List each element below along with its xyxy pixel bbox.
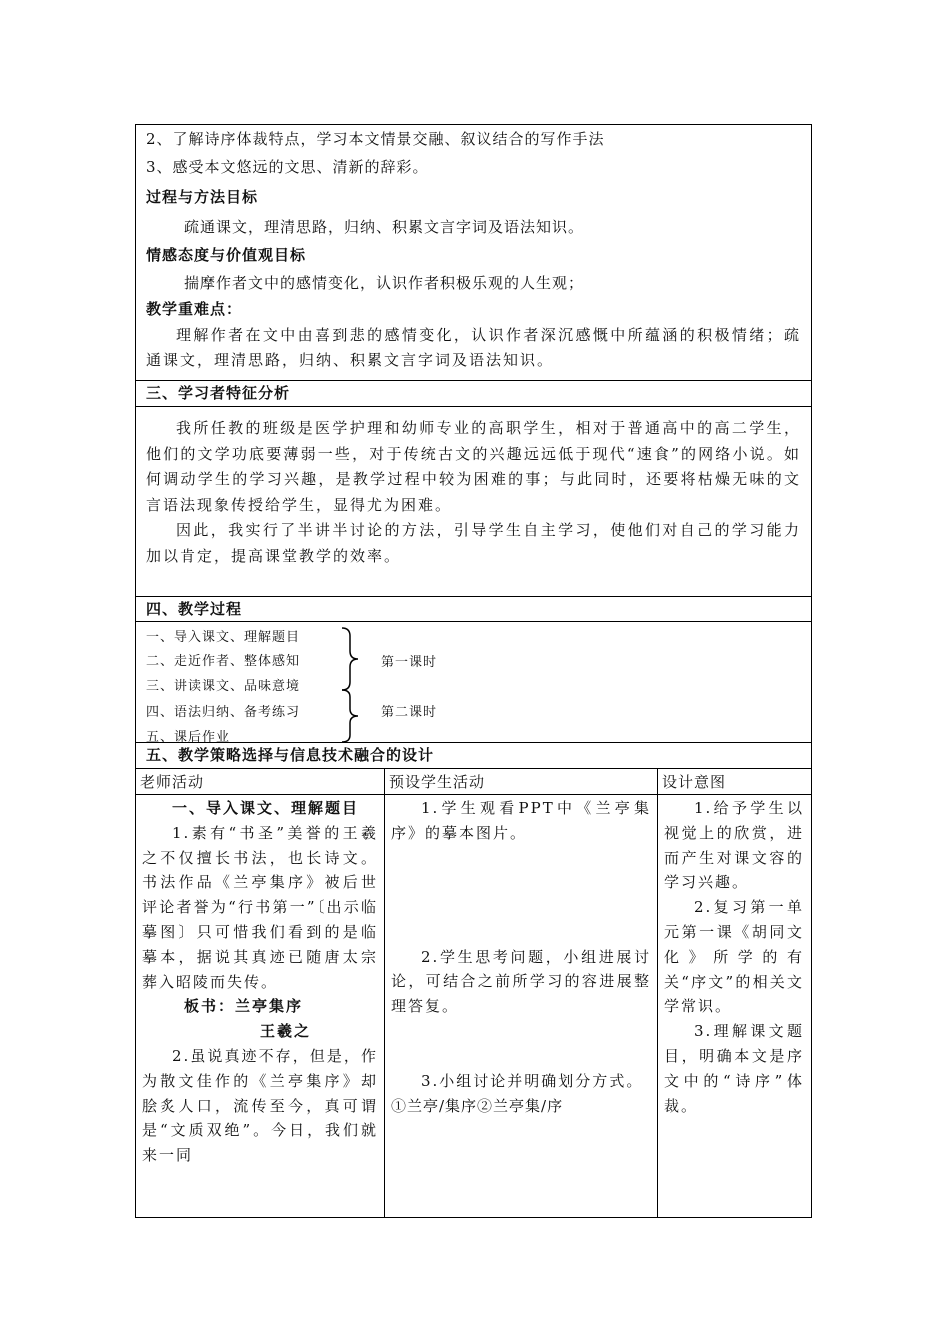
student-paragraph-1: 1.学生观看PPT中《兰亭集序》的摹本图片。 [391, 799, 651, 842]
board-line-2: 王羲之 [260, 1022, 312, 1041]
learner-paragraph-2: 因此，我实行了半讲半讨论的方法，引导学生自主学习，使他们对自己的学习能力加以肯定，提高课堂教学的效率。 [146, 521, 801, 565]
learner-title-row [136, 381, 811, 407]
goals-section [136, 127, 811, 381]
student-paragraph-3: 3.小组讨论并明确划分方式。 [421, 1071, 644, 1090]
teacher-paragraph-1: 1.素有“书圣”美誉的王羲之不仅擅长书法，也长诗文。书法作品《兰亭集序》被后世评论者誉为“行书第一”〔出示临摹图〕只可惜我们看到的是临摹本，据说其真迹已随唐太宗葬入昭陵而失传。 [142, 823, 378, 991]
emotion-goal-title: 情感态度与价值观目标 [146, 246, 307, 264]
lesson-plan-table [135, 124, 812, 1218]
learner-paragraph-1: 我所任教的班级是医学护理和幼师专业的高职学生，相对于普通高中的高二学生，他们的文学功底要薄弱一些，对于传统古文的兴趣远远低于现代“速食”的网络小说。如何调动学生的学习兴趣，是教学过程中较为困难的事；与此同时，还要将枯燥无味的文言语法现象传授给学生，显得尤为困难。 [146, 419, 801, 514]
intent-paragraph-3: 3.理解课文题目，明确本文是序文中的“诗序”体裁。 [664, 1022, 804, 1115]
teacher-heading: 一、导入课文、理解题目 [172, 799, 360, 817]
learner-section-title: 三、学习者特征分析 [146, 384, 291, 402]
strategy-header-row [136, 769, 811, 795]
brace-lesson-2-icon [339, 689, 361, 743]
board-line-1: 板书：兰亭集序 [184, 997, 304, 1016]
header-teacher: 老师活动 [136, 769, 385, 794]
learner-section [136, 407, 811, 597]
intent-paragraph-2: 2.复习第一单元第一课《胡同文化》所学的有关“序文”的相关文学常识。 [664, 898, 804, 1016]
header-intent: 设计意图 [662, 773, 727, 791]
key-points-text: 理解作者在文中由喜到悲的感情变化，认识作者深沉感慨中所蕴涵的积极情绪；疏通课文，理清思路，归纳、积累文言字词及语法知识。 [146, 326, 801, 369]
lesson-2-label: 第二课时 [381, 705, 438, 720]
intent-paragraph-1: 1.给予学生以视觉上的欣赏，进而产生对课文容的学习兴趣。 [664, 799, 804, 892]
step-4: 四、语法归纳、备考练习 [146, 705, 301, 720]
process-goal-title: 过程与方法目标 [146, 188, 259, 206]
step-2: 二、走近作者、整体感知 [146, 654, 301, 669]
emotion-goal-text: 揣摩作者文中的感情变化，认识作者积极乐观的人生观； [184, 274, 585, 292]
teacher-activity-cell [136, 795, 385, 1217]
process-goal-text: 疏通课文，理清思路，归纳、积累文言字词及语法知识。 [184, 218, 585, 236]
header-student: 预设学生活动 [385, 769, 658, 794]
step-5: 五、课后作业 [146, 730, 231, 745]
student-paragraph-2: 2.学生思考问题，小组进展讨论，可结合之前所学习的容进展整理答复。 [391, 947, 651, 1016]
lesson-1-label: 第一课时 [381, 655, 438, 670]
process-steps [136, 622, 811, 743]
goal-line-2: 2、了解诗序体裁特点，学习本文情景交融、叙议结合的写作手法 [146, 130, 605, 148]
step-1: 一、导入课文、理解题目 [146, 630, 301, 645]
teacher-paragraph-2: 2.虽说真迹不存，但是，作为散文佳作的《兰亭集序》却脍炙人口，流传至今，真可谓是“文质双绝”。今日，我们就来一同 [142, 1046, 378, 1165]
student-activity-cell [385, 795, 658, 1217]
key-points-title: 教学重难点： [146, 300, 243, 318]
process-title-row [136, 597, 811, 622]
goal-line-3: 3、感受本文悠远的文思、清新的辞彩。 [146, 158, 429, 176]
design-intent-cell [658, 795, 810, 1217]
strategy-content-row [136, 795, 811, 1217]
step-3: 三、讲读课文、品味意境 [146, 679, 301, 694]
process-section-title: 四、教学过程 [146, 600, 243, 618]
strategy-title-row [136, 743, 811, 769]
student-paragraph-4: ①兰亭/集序②兰亭集/序 [391, 1096, 564, 1115]
brace-lesson-1-icon [339, 627, 361, 691]
strategy-section-title: 五、教学策略选择与信息技术融合的设计 [146, 746, 435, 764]
